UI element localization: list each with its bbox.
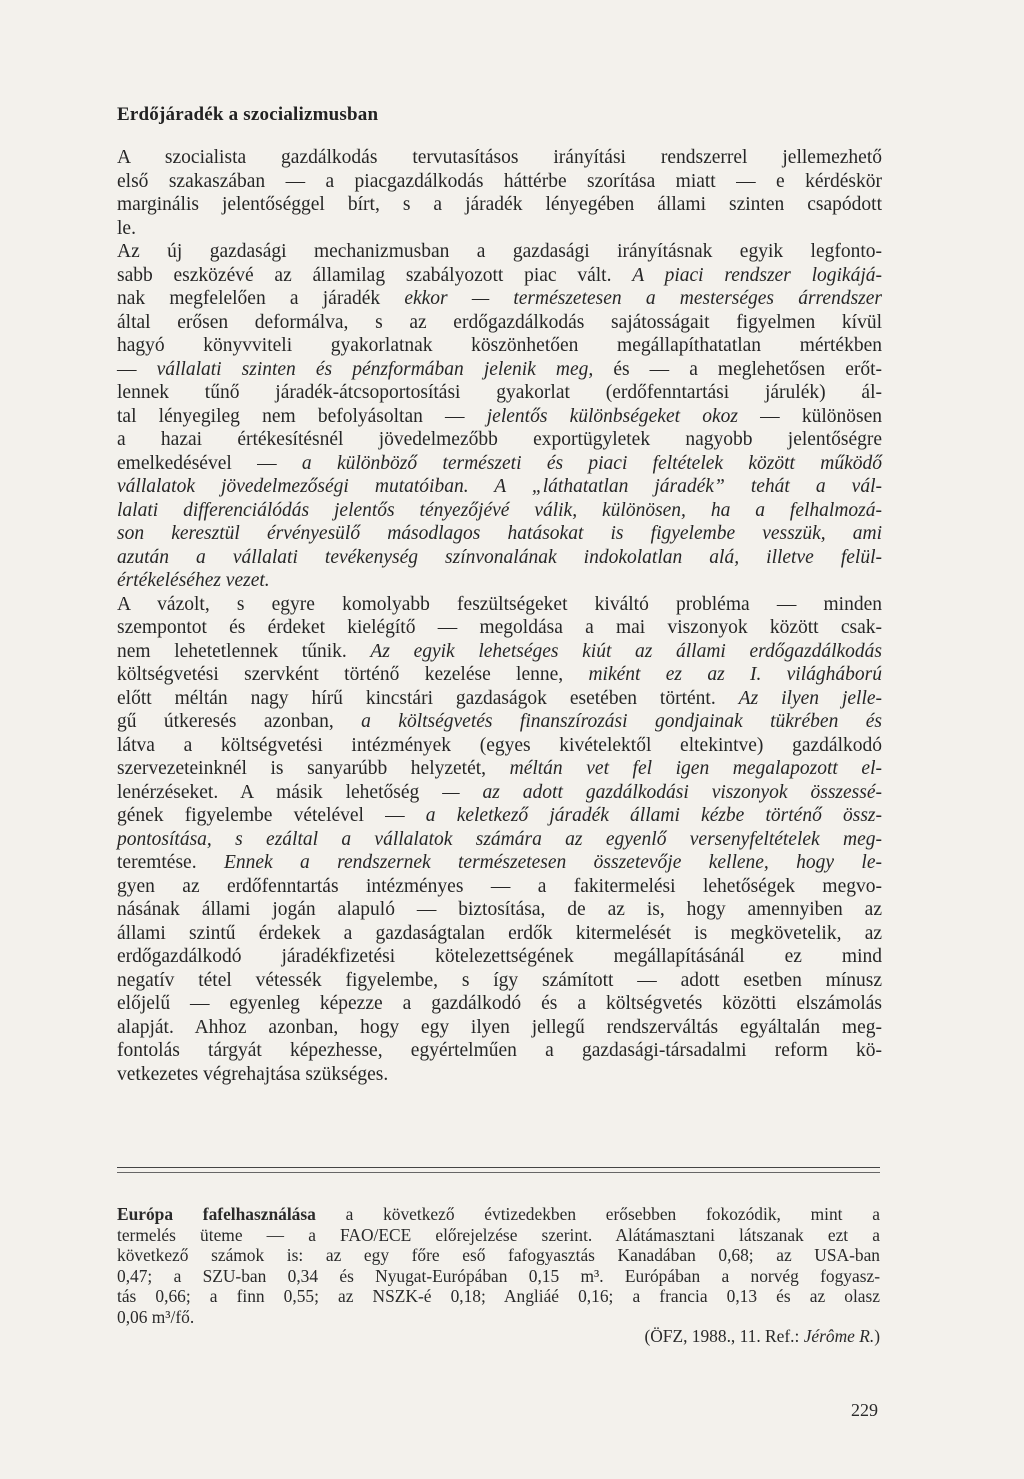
text-line: azután a vállalati tevékenység színvonalának indokolatlan alá, illetve felül- [117,546,882,568]
text-line: marginális jelentőséggel bírt, s a járadék lényegében állami szinten csapódott [117,194,882,215]
text-line: előjelű — egyenleg képezze a gazdálkodó és a költségvetés közötti elszámolás [117,993,882,1014]
section-heading: Erdőjáradék a szocializmusban [117,104,379,125]
divider-rule-thin [117,1172,880,1173]
text-line: hagyó könyvviteli gyakorlatnak köszönhetően megállapíthatatlan mértékben [117,335,882,356]
text-line: értékeléséhez vezet. [117,570,270,591]
text-line: A szocialista gazdálkodás tervutasításos irányítási rendszerrel jellemezhető [117,147,882,168]
text-line: násának állami jogán alapuló — biztosítása, de az is, hogy amennyiben az [117,899,882,920]
text-line: látva a költségvetési intézmények (egyes kivételektől eltekintve) gazdálkodó [117,734,882,756]
text-line: vállalatok jövedelmezőségi mutatóiban. A „láthatatlan járadék” tehát a vál- [117,476,882,497]
text-line: le. [117,217,136,239]
text-line: költségvetési szervként történő kezelése lenne, miként ez az I. világháború [117,664,882,685]
text-line: gének figyelembe vételével — a keletkező járadék állami kézbe történő össz- [117,805,882,826]
text-line: A vázolt, s egyre komolyabb feszültségeket kiváltó probléma — minden [117,593,882,615]
text-line: nak megfelelően a járadék ekkor — természetesen a mesterséges árrendszer [117,288,882,309]
text-line: gyen az erdőfenntartás intézményes — a fakitermelési lehetőségek megvo- [117,875,882,897]
note-line: termelés üteme — a FAO/ECE előrejelzése szerint. Alátámasztani látszanak ezt a [117,1224,880,1245]
note-line: 0,06 m³/fő. [117,1306,195,1327]
text-line: alapját. Ahhoz azonban, hogy egy ilyen jellegű rendszerváltás egyáltalán meg- [117,1016,882,1038]
text-line: szempontot és érdeket kielégítő — megoldása a mai viszonyok között csak- [117,617,882,638]
text-line: a hazai értékesítésnél jövedelmezőbb exportügyletek nagyobb jelentőségre [117,429,882,450]
text-line: tal lényegileg nem befolyásoltan — jelentős különbségeket okoz — különösen [117,405,882,427]
divider-rule [117,1167,880,1168]
note-line: következő számok is: az egy főre eső fafogyasztás Kanadában 0,68; az USA-ban [117,1245,880,1266]
text-line: állami szintű érdekek a gazdaságtalan erdők kitermelését is megkövetelik, az [117,922,882,944]
text-line: vetkezetes végrehajtása szükséges. [117,1063,389,1085]
text-line: nem lehetetlennek tűnik. Az egyik lehetséges kiút az állami erdőgazdálkodás [117,640,882,662]
paragraph [117,240,882,593]
text-line: teremtése. Ennek a rendszernek természetesen összetevője kellene, hogy le- [117,852,882,873]
text-line: erdőgazdálkodó járadékfizetési kötelezettségének megállapításánál ez mind [117,946,882,967]
text-line: pontosítása, s ezáltal a vállalatok számára az egyenlő versenyfeltételek meg- [117,828,882,850]
text-line: lennek tűnő járadék-átcsoportosítási gyakorlat (erdőfenntartási járulék) ál- [117,382,882,403]
note-line: Európa fafelhasználása a következő évtizedekben erősebben fokozódik, mint a [117,1204,880,1224]
note-source: (ÖFZ, 1988., 11. Ref.: Jérôme R.) [644,1326,880,1346]
paragraph [117,146,882,240]
note-lead: Európa fafelhasználása [117,1204,316,1224]
text-line: — vállalati szinten és pénzformában jelenik meg, és — a meglehetősen erőt- [117,358,883,380]
page-number: 229 [851,1400,878,1420]
note-line: tás 0,66; a finn 0,55; az NSZK-é 0,18; Angliáé 0,16; a francia 0,13 és az olasz [117,1286,880,1307]
text-line: fontolás tárgyát képezhesse, egyértelműen a gazdasági-társadalmi reform kö- [117,1040,882,1061]
note-line: 0,47; a SZU-ban 0,34 és Nyugat-Európában 0,15 m³. Európában a norvég fogyasz- [117,1265,880,1286]
text-line: Az új gazdasági mechanizmusban a gazdasági irányításnak egyik legfonto- [117,241,882,262]
text-line: első szakaszában — a piacgazdálkodás háttérbe szorítása miatt — e kérdéskör [117,170,882,192]
text-line: előtt méltán nagy hírű kincstári gazdaságok esetében történt. Az ilyen jelle- [117,687,883,709]
paragraph [117,593,882,1087]
text-line: szervezeteinknél is sanyarúbb helyzetét, méltán vet fel igen megalapozott el- [117,758,882,779]
text-line: negatív tétel vétessék figyelembe, s így számított — adott esetben mínusz [117,969,882,991]
text-line: son keresztül érvényesülő másodlagos hatásokat is figyelembe vesszük, ami [117,523,882,544]
text-line: lenérzéseket. A másik lehetőség — az adott gazdálkodási viszonyok összessé- [117,781,882,803]
text-line: gű útkeresés azonban, a költségvetés finanszírozási gondjainak tükrében és [117,711,882,732]
body-text [117,146,882,1086]
text-line: emelkedésével — a különböző természeti és piaci feltételek között működő [117,452,882,474]
text-line: által erősen deformálva, s az erdőgazdálkodás sajátosságait figyelmen kívül [117,311,882,333]
text-line: sabb eszközévé az államilag szabályozott piac vált. A piaci rendszer logikájá- [117,264,882,286]
news-note [117,1204,880,1328]
text-line: lalati differenciálódás jelentős tényezőjévé válik, különösen, ha a felhalmozá- [117,499,882,521]
